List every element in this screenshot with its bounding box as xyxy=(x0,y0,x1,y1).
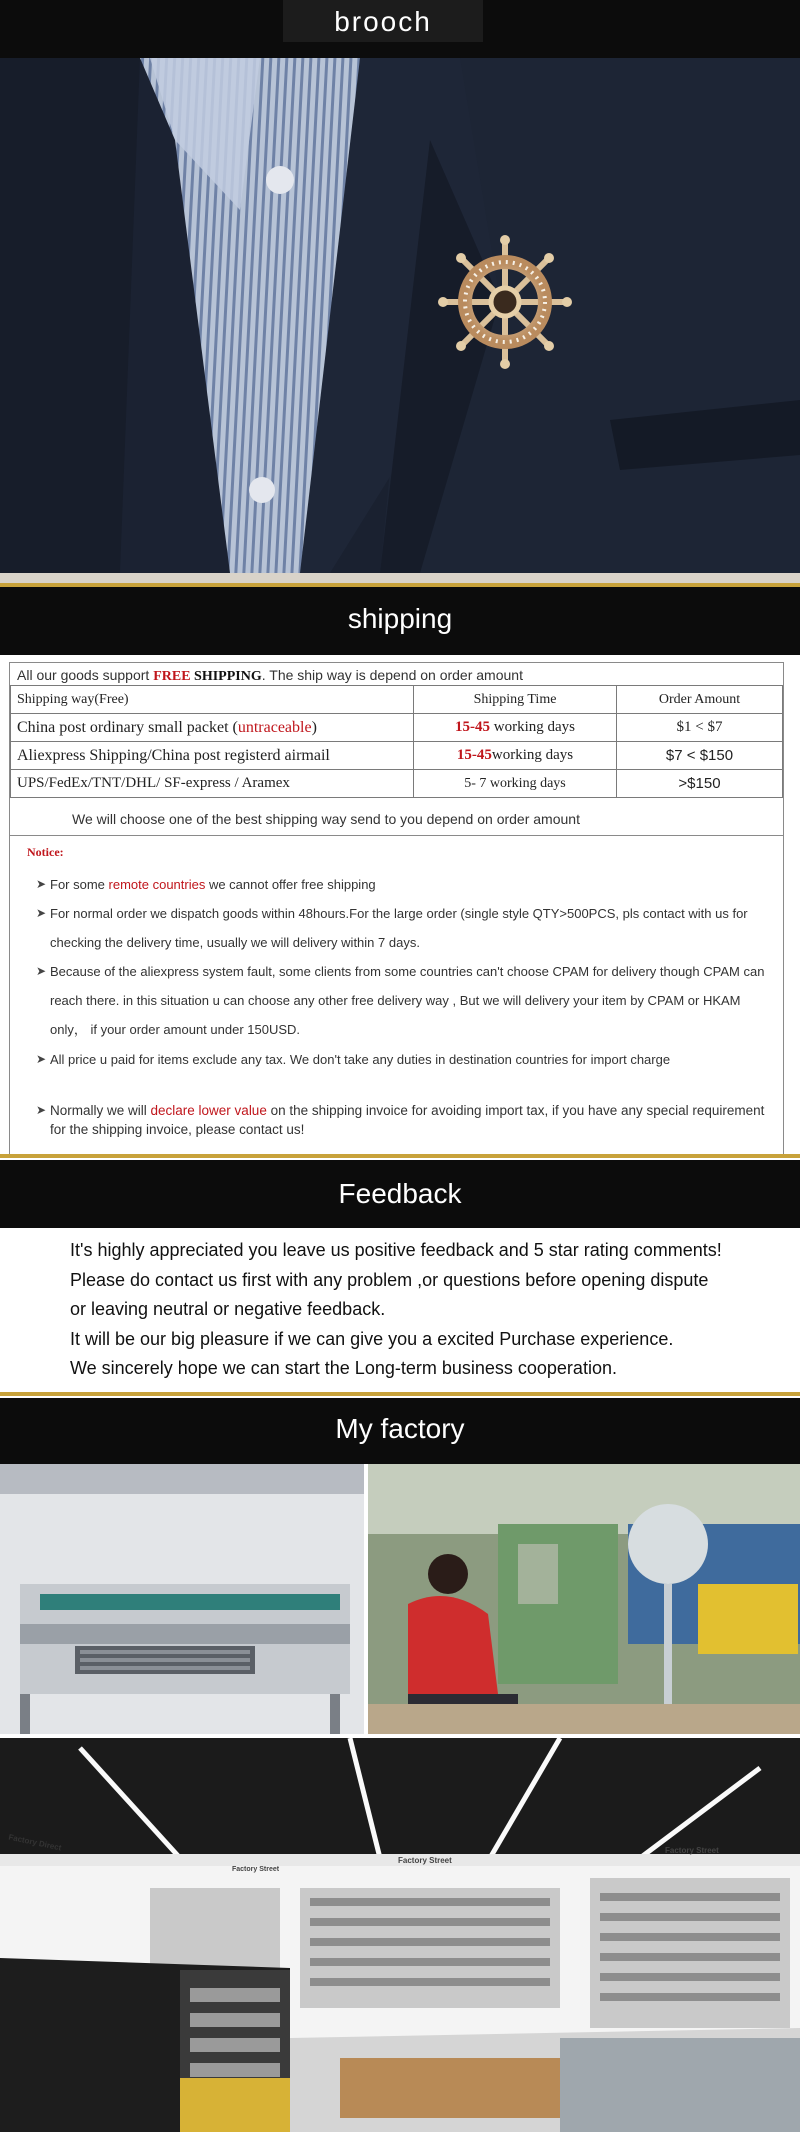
notice-item: ➤ All price u paid for items exclude any tax. We don't take any duties in destination countries for import charge xyxy=(50,1045,770,1074)
shipping-table xyxy=(10,685,783,798)
hero-bottom-strip xyxy=(0,573,800,583)
feedback-line: It's highly appreciated you leave us positive feedback and 5 star rating comments! xyxy=(70,1240,722,1260)
feedback-line: We sincerely hope we can start the Long-term business cooperation. xyxy=(70,1358,617,1378)
feedback-title: Feedback xyxy=(0,1160,800,1228)
brooch-title: brooch xyxy=(283,0,483,42)
table-row: UPS/FedEx/TNT/DHL/ SF-express / Aramex 5- 7 working days >$150 xyxy=(11,770,783,798)
feedback-text xyxy=(70,1236,790,1384)
header-order-amount: Order Amount xyxy=(617,686,783,714)
arrow-icon: ➤ xyxy=(36,877,47,891)
notice-item: ➤ For normal order we dispatch goods within 48hours.For the large order (single style QTY>500PCS, pls contact with us for checking the delivery time, usually we will delivery within 7 days. xyxy=(50,899,770,957)
notice-label: Notice: xyxy=(27,845,64,859)
brooch-hero xyxy=(0,0,800,583)
table-row: Aliexpress Shipping/China post registerd airmail 15-45working days $7 < $150 xyxy=(11,742,783,770)
notice-item: ➤ For some remote countries we cannot offer free shipping xyxy=(50,870,770,899)
brooch-wheel-icon xyxy=(438,235,572,369)
choose-shipping-note: We will choose one of the best shipping way send to you depend on order amount xyxy=(72,811,580,827)
gold-divider xyxy=(0,1154,800,1158)
header-shipping-way: Shipping way(Free) xyxy=(11,686,414,714)
arrow-icon: ➤ xyxy=(36,964,47,978)
factory-title: My factory xyxy=(0,1398,800,1464)
factory-photo-showroom xyxy=(0,1738,800,2132)
factory-photo-machine xyxy=(0,1464,364,1734)
feedback-line: Please do contact us first with any problem ,or questions before opening dispute xyxy=(70,1269,709,1290)
factory-photo-worker xyxy=(368,1464,800,1734)
table-row: China post ordinary small packet (untraceable) 15-45 working days $1 < $7 xyxy=(11,714,783,742)
brooch-photo xyxy=(0,0,800,583)
shipping-title: shipping xyxy=(0,587,800,655)
table-header-row xyxy=(11,686,783,714)
feedback-line: It will be our big pleasure if we can give you a excited Purchase experience. xyxy=(70,1328,674,1349)
arrow-icon: ➤ xyxy=(36,906,47,920)
notice-item: ➤ Because of the aliexpress system fault, some clients from some countries can't choose CPAM for delivery though CPAM can reach there. in this situation u can choose any other free delivery way , But we will delivery your item by CPAM or HKAM only， if your order amount under 150USD. xyxy=(50,957,770,1044)
notice-item: ➤ Normally we will declare lower value on the shipping invoice for avoiding import tax, if you have any special requirement for the shipping invoice, please contact us! xyxy=(36,1103,765,1137)
store-sign: Factory Street xyxy=(398,1856,452,1865)
shipping-info-box xyxy=(9,662,784,1156)
arrow-icon: ➤ xyxy=(36,1103,47,1117)
store-sign: Factory Street xyxy=(665,1846,719,1855)
gold-divider xyxy=(0,1392,800,1396)
header-shipping-time: Shipping Time xyxy=(414,686,617,714)
arrow-icon: ➤ xyxy=(36,1052,47,1066)
feedback-line: or leaving neutral or negative feedback. xyxy=(70,1299,386,1319)
shipping-intro: All our goods support FREE SHIPPING. The ship way is depend on order amount xyxy=(17,667,523,684)
store-sign: Factory Street xyxy=(232,1866,280,1873)
store-sign: Factory Direct xyxy=(7,1832,63,1853)
